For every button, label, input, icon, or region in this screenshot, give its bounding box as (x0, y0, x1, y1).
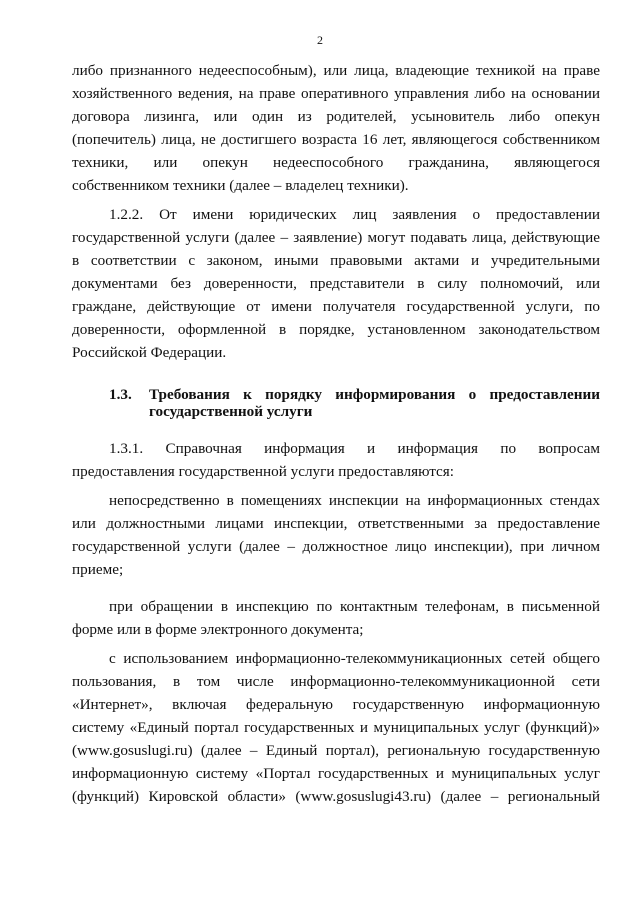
paragraph-internet (72, 647, 600, 808)
text-line: информационную систему «Портал государственных и муниципальных услуг (72, 765, 600, 782)
text-line: 1.3.1. Справочная информация и информация по вопросам (109, 440, 600, 457)
text-line: форме или в форме электронного документа; (72, 621, 364, 638)
text-line: государственной услуги (далее – должностное лицо инспекции), при личном (72, 538, 600, 555)
text-line: (функций) Кировской области» (www.gosuslugi43.ru) (далее – региональный (72, 788, 600, 805)
text-line: (www.gosuslugi.ru) (далее – Единый портал), региональную государственную (72, 742, 600, 759)
text-line: с использованием информационно-телекоммуникационных сетей общего (109, 650, 600, 667)
text-line: в соответствии с законом, иными правовыми актами и учредительными (72, 252, 600, 269)
paragraph-in-person (72, 489, 600, 581)
text-line: приеме; (72, 561, 124, 578)
paragraph-1-3-1 (72, 437, 600, 483)
text-line: при обращении в инспекцию по контактным телефонам, в письменной (109, 598, 600, 615)
text-line: Российской Федерации. (72, 344, 227, 361)
section-title: Требования к порядку информирования о предоставлении государственной услуги (149, 386, 600, 420)
page-number: 2 (317, 33, 323, 47)
text-line: договора лизинга, или один из родителей, усыновитель либо опекун (72, 108, 600, 125)
text-line: непосредственно в помещениях инспекции на информационных стендах (109, 492, 600, 509)
text-line: «Интернет», включая федеральную государственную информационную (72, 696, 600, 713)
text-line: собственником техники (далее – владелец техники). (72, 177, 409, 194)
text-line: пользования, в том числе информационно-телекоммуникационной сети (72, 673, 600, 690)
text-line: документами без доверенности, представители в силу полномочий, или (72, 275, 600, 292)
paragraph-phone (72, 595, 600, 641)
text-line: граждане, действующие от имени получателя государственной услуги, по (72, 298, 600, 315)
paragraph-1-2-2 (72, 203, 600, 364)
text-line: (попечитель) лица, не достигшего возраста 16 лет, являющегося собственником (72, 131, 600, 148)
text-line: государственной услуги (далее – заявление) могут подавать лица, действующие (72, 229, 600, 246)
text-line: техники, или опекун недееспособного гражданина, являющегося (72, 154, 600, 171)
text-line: или должностными лицами инспекции, ответственными за предоставление (72, 515, 600, 532)
section-number: 1.3. (109, 386, 132, 403)
section-heading-1-3 (109, 386, 600, 420)
paragraph-owner-definition (72, 59, 600, 197)
text-line: либо признанного недееспособным), или лица, владеющие техникой на праве (72, 62, 600, 79)
document-body (72, 59, 600, 808)
text-line: 1.2.2. От имени юридических лиц заявления о предоставлении (109, 206, 600, 223)
text-line: доверенности, оформленной в порядке, установленном законодательством (72, 321, 600, 338)
text-line: хозяйственного ведения, на праве оперативного управления либо на основании (72, 85, 600, 102)
text-line: систему «Единый портал государственных и муниципальных услуг (функций)» (72, 719, 600, 736)
text-line: предоставления государственной услуги предоставляются: (72, 463, 455, 480)
